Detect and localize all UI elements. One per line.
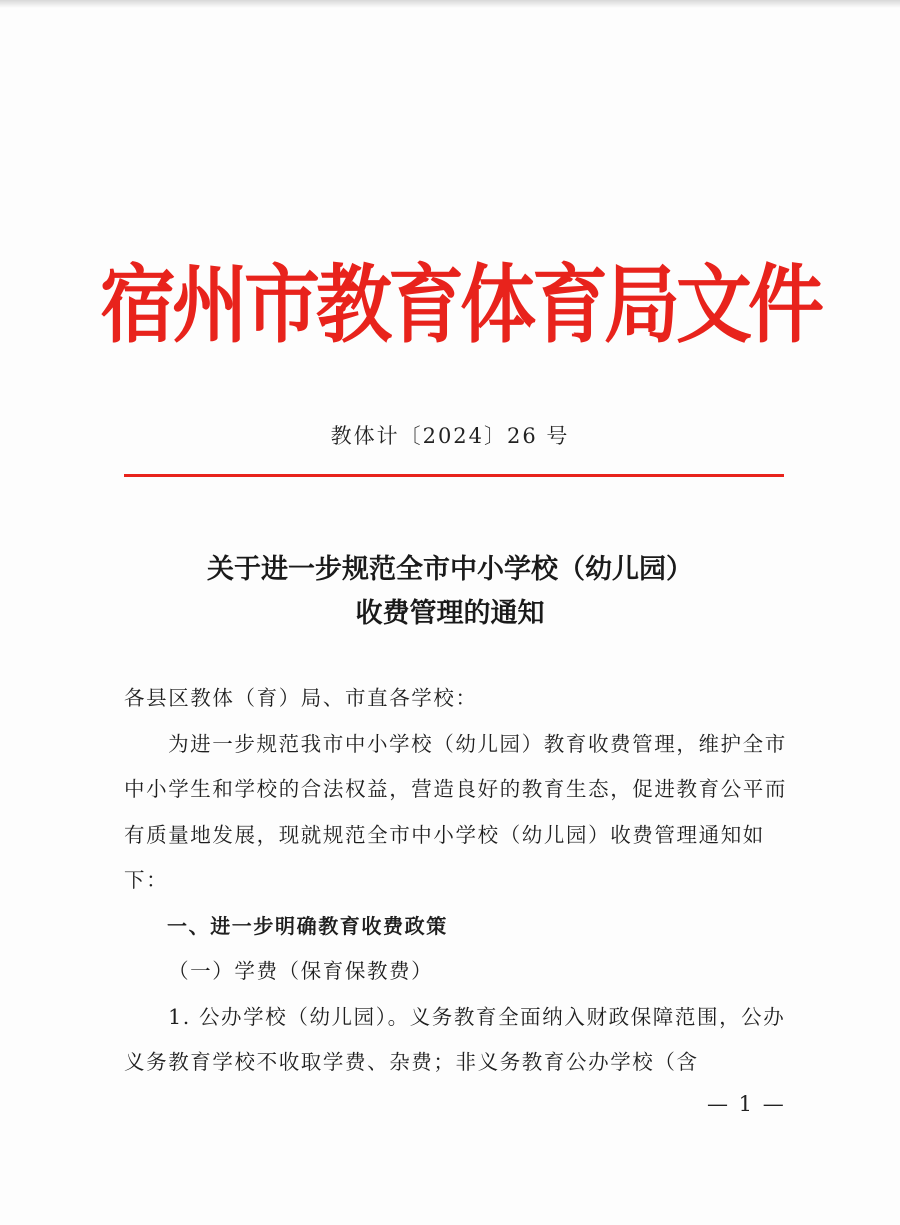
subsection-heading-1: （一）学费（保育保教费） <box>168 959 434 983</box>
document-body <box>124 676 796 1086</box>
issuer-header-title: 宿州市教育体育局文件 <box>100 254 820 355</box>
scan-edge <box>0 0 900 8</box>
document-title-line-2: 收费管理的通知 <box>355 598 545 629</box>
document-title-line-1: 关于进一步规范全市中小学校（幼儿园） <box>207 554 693 585</box>
document-title <box>0 548 900 636</box>
document-number: 教体计〔2024〕26 号 <box>330 424 570 448</box>
section-heading-1: 一、进一步明确教育收费政策 <box>167 913 448 938</box>
item-paragraph-1: 1. 公办学校（幼儿园）。义务教育全面纳入财政保障范围，公办义务教育学校不收取学费、杂费；非义务教育公办学校（含 <box>124 1004 786 1074</box>
intro-paragraph: 为进一步规范我市中小学校（幼儿园）教育收费管理，维护全市中小学生和学校的合法权益，营造良好的教育生态，促进教育公平而有质量地发展，现就规范全市中小学校（幼儿园）收费管理通知如下： <box>124 731 787 892</box>
salutation: 各县区教体（育）局、市直各学校： <box>124 686 478 710</box>
red-divider-line <box>124 474 784 477</box>
page-number: — 1 — <box>707 1092 786 1116</box>
